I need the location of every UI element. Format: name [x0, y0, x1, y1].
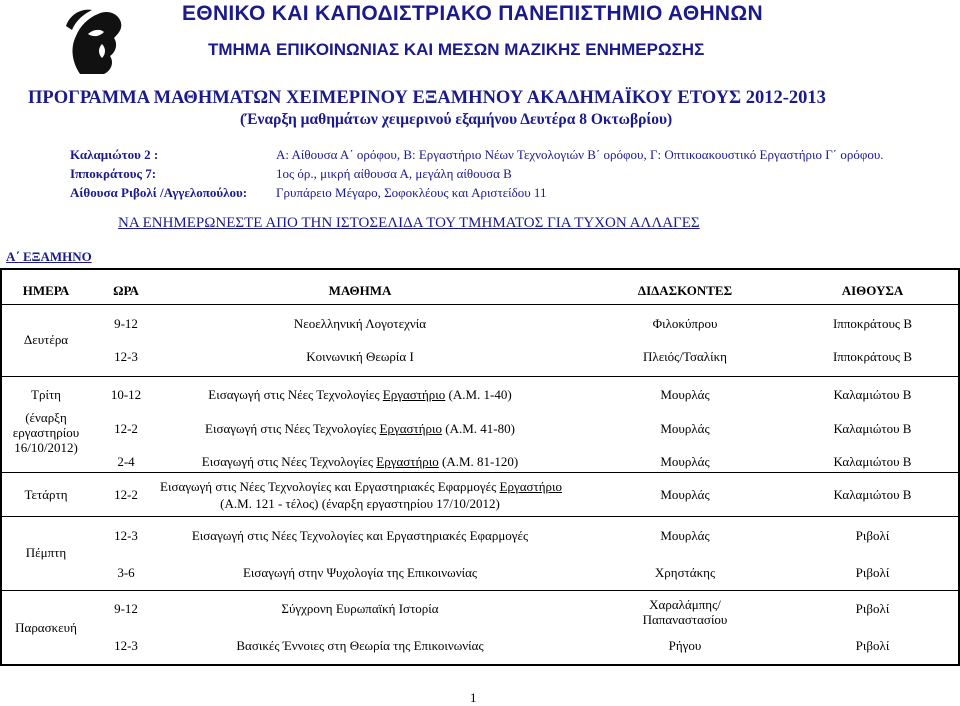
row-room: Ιπποκράτους Β [832, 349, 913, 364]
table-border-left [0, 268, 2, 666]
row-hour: 3-6 [117, 565, 135, 580]
changes-notice: ΝΑ ΕΝΗΜΕΡΩΝΕΣΤΕ ΑΠΟ ΤΗΝ ΙΣΤΟΣΕΛΙΔΑ ΤΟΥ ΤΜΗΜΑΤΟΣ ΓΙΑ ΤΥΧΟΝ ΑΛΛΑΓΕΣ [118, 215, 700, 231]
course-lab-label: Εργαστήριο [376, 454, 439, 469]
location-value: Γρυπάρειο Μέγαρο, Σοφοκλέους και Αριστείδου 11 [276, 185, 547, 200]
row-room: Ριβολί [855, 565, 890, 580]
row-teachers: Μουρλάς [660, 454, 710, 469]
course-text: Εισαγωγή στις Νέες Τεχνολογίες και Εργαστηριακές Εφαρμογές [160, 479, 497, 494]
day-tuesday-note: εργαστηρίου [12, 425, 80, 440]
header-hour: ΩΡΑ [113, 283, 139, 298]
table-divider [0, 304, 960, 305]
course-lab-label: Εργαστήριο [382, 387, 446, 402]
course-text: Εισαγωγή στις Νέες Τεχνολογίες [205, 421, 377, 436]
row-teachers: Φιλοκύπρου [652, 316, 718, 331]
start-note: (Έναρξη μαθημάτων χειμερινού εξαμήνου Δευτέρα 8 Οκτωβρίου) [240, 111, 673, 128]
row-teachers: Χρηστάκης [654, 565, 716, 580]
row-course: Σύγχρονη Ευρωπαϊκή Ιστορία [281, 601, 439, 616]
row-hour: 12-2 [114, 487, 138, 502]
row-room: Ριβολί [855, 601, 890, 616]
location-key: Αίθουσα Ριβολί /Αγγελοπούλου: [70, 185, 248, 200]
header-day: ΗΜΕΡΑ [22, 283, 70, 298]
row-teachers: Μουρλάς [660, 487, 710, 502]
row-room: Καλαμιώτου Β [833, 487, 912, 502]
location-key: Καλαμιώτου 2 : [70, 147, 159, 162]
row-hour: 2-4 [117, 454, 135, 469]
row-teachers: Παπαναστασίου [642, 612, 728, 627]
row-hour: 12-3 [114, 349, 138, 364]
table-divider [0, 472, 960, 473]
row-teachers: Μουρλάς [660, 421, 710, 436]
row-course-detail: (Α.Μ. 121 - τέλος) (έναρξη εργαστηρίου 17/10/2012) [220, 496, 500, 511]
row-course [160, 454, 560, 470]
course-lab-label: Εργαστήριο [379, 421, 443, 436]
day-tuesday-note: (έναρξη [25, 410, 67, 425]
header-room: ΑΙΘΟΥΣΑ [841, 283, 904, 298]
row-hour: 9-12 [114, 601, 138, 616]
day-tuesday: Τρίτη [31, 387, 61, 402]
row-course [160, 479, 563, 495]
table-border-bottom [0, 664, 960, 666]
row-course [160, 387, 560, 403]
table-border-top [0, 268, 960, 270]
row-room: Καλαμιώτου Β [833, 387, 912, 402]
row-hour: 12-3 [114, 638, 138, 653]
row-room: Ριβολί [855, 638, 890, 653]
day-friday: Παρασκευή [15, 620, 77, 635]
row-teachers: Μουρλάς [660, 528, 710, 543]
row-hour: 12-2 [114, 421, 138, 436]
table-divider [0, 376, 960, 377]
university-logo [58, 4, 134, 76]
table-divider [0, 590, 960, 591]
table-divider [0, 516, 960, 517]
header-course: ΜΑΘΗΜΑ [328, 283, 392, 298]
course-text: (Α.Μ. 81-120) [442, 454, 519, 469]
day-thursday: Πέμπτη [25, 545, 67, 560]
location-value: Α: Αίθουσα Α΄ ορόφου, Β: Εργαστήριο Νέων Τεχνολογιών Β΄ ορόφου, Γ: Οπτικοακουστικό Εργαστήριο Γ΄ ορόφου. [276, 147, 884, 162]
day-wednesday: Τετάρτη [24, 487, 68, 502]
row-teachers: Μουρλάς [660, 387, 710, 402]
location-key: Ιπποκράτους 7: [70, 166, 157, 181]
row-room: Καλαμιώτου Β [833, 454, 912, 469]
page-number: 1 [470, 690, 477, 705]
row-course: Εισαγωγή στην Ψυχολογία της Επικοινωνίας [242, 565, 478, 580]
row-teachers: Χαραλάμπης/ [649, 597, 721, 612]
day-monday: Δευτέρα [23, 332, 69, 347]
location-value: 1ος όρ., μικρή αίθουσα Α, μεγάλη αίθουσα Β [276, 166, 512, 181]
course-text: Εισαγωγή στις Νέες Τεχνολογίες [201, 454, 374, 469]
semester-label: Α΄ ΕΞΑΜΗΝΟ [6, 249, 92, 264]
row-hour: 12-3 [114, 528, 138, 543]
header-teachers: ΔΙΔΑΣΚΟΝΤΕΣ [637, 283, 733, 298]
course-text: Εισαγωγή στις Νέες Τεχνολογίες [208, 387, 380, 402]
row-course: Εισαγωγή στις Νέες Τεχνολογίες και Εργαστηριακές Εφαρμογές [191, 528, 529, 543]
course-lab-label: Εργαστήριο [499, 479, 563, 494]
row-room: Ριβολί [855, 528, 890, 543]
row-room: Καλαμιώτου Β [833, 421, 912, 436]
row-teachers: Πλειός/Τσαλίκη [643, 349, 727, 364]
row-course: Κοινωνική Θεωρία Ι [306, 349, 414, 364]
row-hour: 10-12 [110, 387, 142, 402]
row-teachers: Ρήγου [668, 638, 702, 653]
row-room: Ιπποκράτους Β [832, 316, 913, 331]
department-name: ΤΜΗΜΑ ΕΠΙΚΟΙΝΩΝΙΑΣ ΚΑΙ ΜΕΣΩΝ ΜΑΖΙΚΗΣ ΕΝΗΜΕΡΩΣΗΣ [208, 40, 705, 59]
day-tuesday-note: 16/10/2012) [14, 440, 78, 455]
row-hour: 9-12 [114, 316, 138, 331]
university-name: ΕΘΝΙΚΟ ΚΑΙ ΚΑΠΟΔΙΣΤΡΙΑΚΟ ΠΑΝΕΠΙΣΤΗΜΙΟ ΑΘΗΝΩΝ [182, 2, 763, 25]
row-course: Νεοελληνική Λογοτεχνία [293, 316, 427, 331]
row-course: Βασικές Έννοιες στη Θεωρία της Επικοινωνίας [236, 638, 484, 653]
program-title: ΠΡΟΓΡΑΜΜΑ ΜΑΘΗΜΑΤΩΝ ΧΕΙΜΕΡΙΝΟΥ ΕΞΑΜΗΝΟΥ ΑΚΑΔΗΜΑΪΚΟΥ ΕΤΟΥΣ 2012-2013 [28, 88, 826, 108]
row-course [160, 421, 560, 437]
course-text: (Α.Μ. 41-80) [445, 421, 515, 436]
course-text: (Α.Μ. 1-40) [448, 387, 512, 402]
